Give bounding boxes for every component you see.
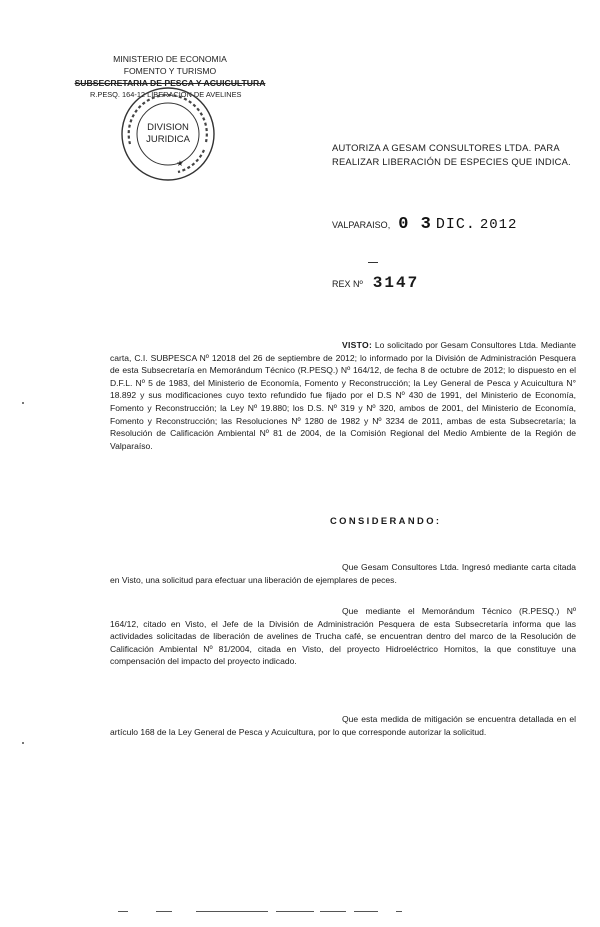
division-juridica-seal <box>118 84 218 184</box>
ministry-subtitle: FOMENTO Y TURISMO <box>123 66 217 76</box>
considerando-heading: CONSIDERANDO: <box>330 515 442 526</box>
ministry-name: MINISTERIO DE ECONOMIA <box>113 54 227 64</box>
seal-star-icon: ★ <box>176 159 184 168</box>
reference-code: R.PESQ. 164-12 LIBERACIÓN DE AVELINES <box>90 90 242 99</box>
place-date <box>332 215 517 234</box>
rex-mark <box>368 262 378 263</box>
seal-line-2: JURIDICA <box>146 134 190 145</box>
visto-paragraph <box>110 339 576 452</box>
subject-line-1: AUTORIZA A GESAM CONSULTORES LTDA. PARA <box>332 142 560 153</box>
subject-line-2: REALIZAR LIBERACIÓN DE ESPECIES QUE INDICA. <box>332 156 571 167</box>
visto-text: Lo solicitado por Gesam Consultores Ltda. Mediante carta, C.I. SUBPESCA Nº 12018 del 26 de septiembre de 2012; lo informado por la División de Administración Pesquera de esta Subsecretaría en Memorándum Técnico (R.PESQ.) Nº 164/12, de fecha 8 de octubre de 2012; lo dispuesto en el D.F.L. Nº 5 de 1983, del Ministerio de Economía, Fomento y Reconstrucción; la Ley General de Pesca y Acuicultura N° 18.892 y sus modificaciones cuyo texto refundido fue fijado por el D.S Nº 430 de 1991, del Ministerio de Economía, Fomento y Reconstrucción; la Ley Nº 19.880; los D.S. Nº 319 y Nº 320, ambos de 2001, del Ministerio de Economía, Fomento y Reconstrucción; las Resoluciones Nº 1280 de 1982 y Nº 3234 de 2011, ambas de esta Subsecretaría; la Resolución de Calificación Ambiental Nº 81 de 2004, de la Comisión Regional del Medio Ambiente de la Región de Valparaíso. <box>110 340 577 451</box>
rex-number: 3147 <box>372 274 420 292</box>
resolution-subject <box>332 141 572 169</box>
footer-lines <box>118 911 418 913</box>
scan-speck <box>22 742 24 744</box>
scan-speck <box>22 402 24 404</box>
rex-label: REX Nº <box>332 279 363 289</box>
date-year: 2012 <box>479 217 518 233</box>
subsecretaria-name: SUBSECRETARIA DE PESCA Y ACUICULTURA <box>74 78 266 88</box>
place: VALPARAISO, <box>332 220 391 230</box>
considerando-paragraph-2: Que mediante el Memorándum Técnico (R.PESQ.) Nº 164/12, citado en Visto, el Jefe de la División de Administración Pesquera de esta Subsecretaría informa que las actividades solicitadas de liberación de avelines de Trucha café, se encuentran dentro del marco de la Resolución de Calificación Ambiental Nº 81/2004, citada en Visto, del proyecto Hidroeléctrico Hornitos, la que constituye una compensación del impacto del proyecto indicado. <box>110 606 576 667</box>
considerando-paragraph-1: Que Gesam Consultores Ltda. Ingresó mediante carta citada en Visto, una solicitud para efectuar una liberación de ejemplares de peces. <box>110 562 576 585</box>
seal-line-1: DIVISION <box>147 122 189 133</box>
considerando-paragraph-3: Que esta medida de mitigación se encuentra detallada en el artículo 168 de la Ley General de Pesca y Acuicultura, por lo que corresponde autorizar la solicitud. <box>110 714 576 737</box>
date-day: 0 3 <box>398 215 432 234</box>
date-month: DIC. <box>435 216 476 233</box>
resolution-number <box>332 274 419 292</box>
visto-lead: VISTO: <box>342 340 373 350</box>
